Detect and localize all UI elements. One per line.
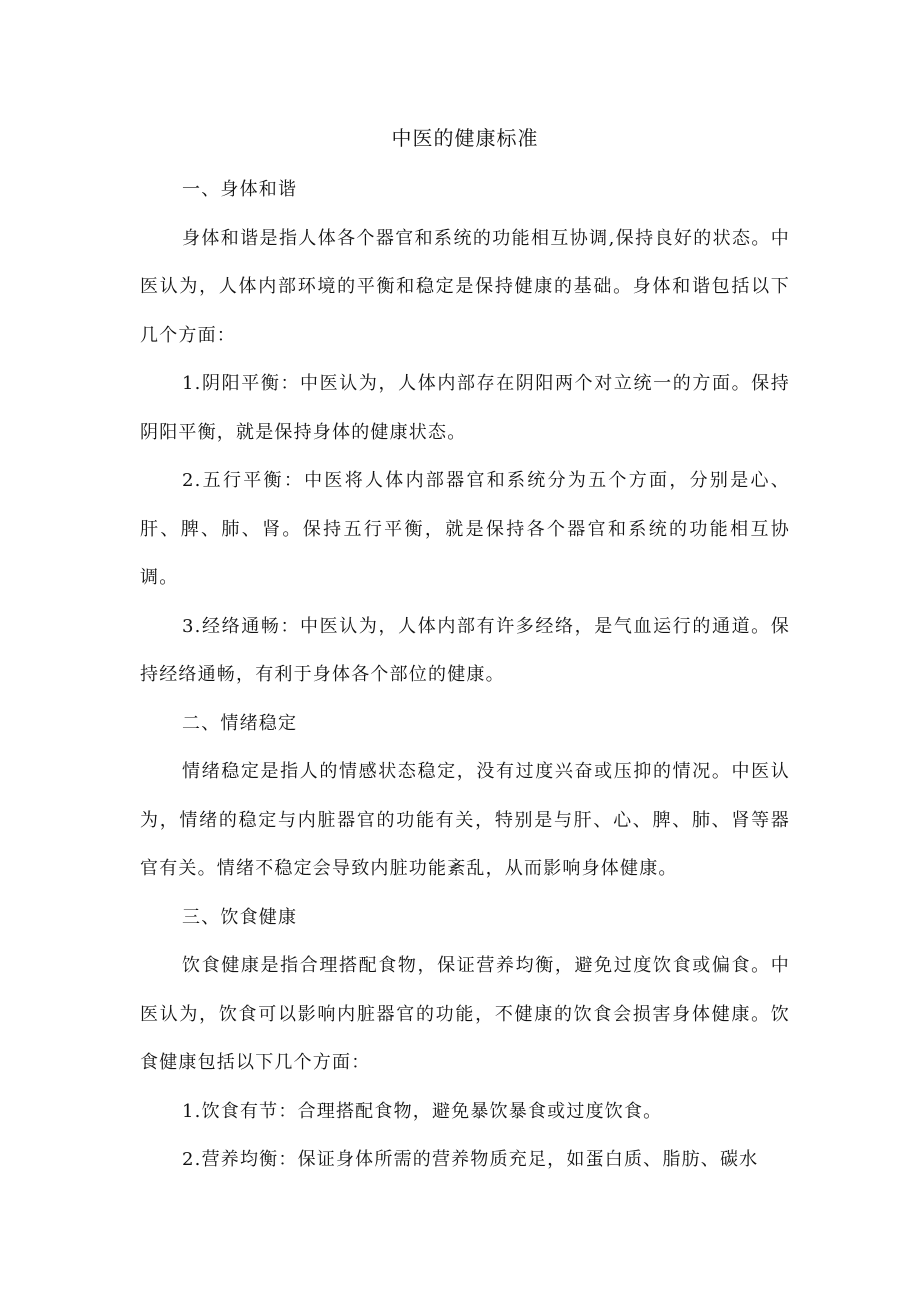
paragraph: 情绪稳定是指人的情感状态稳定，没有过度兴奋或压抑的情况。中医认为，情绪的稳定与内脏器官的功能有关，特别是与肝、心、脾、肺、肾等器官有关。情绪不稳定会导致内脏功能紊乱，从而影响身体健康。 bbox=[140, 761, 790, 879]
document-title: 中医的健康标准 bbox=[391, 126, 539, 150]
paragraph: 身体和谐是指人体各个器官和系统的功能相互协调,保持良好的状态。中医认为，人体内部环境的平衡和稳定是保持健康的基础。身体和谐包括以下几个方面： bbox=[140, 227, 790, 346]
section-heading: 一、身体和谐 bbox=[182, 179, 298, 200]
paragraph: 1.饮食有节：合理搭配食物，避免暴饮暴食或过度饮食。 bbox=[182, 1100, 663, 1122]
paragraph: 2.营养均衡：保证身体所需的营养物质充足，如蛋白质、脂肪、碳水 bbox=[182, 1149, 759, 1170]
document-page bbox=[140, 118, 790, 1185]
paragraph: 饮食健康是指合理搭配食物，保证营养均衡，避免过度饮食或偏食。中医认为，饮食可以影响内脏器官的功能，不健康的饮食会损害身体健康。饮食健康包括以下几个方面： bbox=[140, 955, 790, 1073]
paragraph: 2.五行平衡：中医将人体内部器官和系统分为五个方面，分别是心、肝、脾、肺、肾。保持五行平衡，就是保持各个器官和系统的功能相互协调。 bbox=[140, 470, 790, 588]
section-heading: 二、情绪稳定 bbox=[182, 712, 298, 734]
paragraph: 1.阴阳平衡：中医认为，人体内部存在阴阳两个对立统一的方面。保持阴阳平衡，就是保持身体的健康状态。 bbox=[140, 373, 790, 443]
paragraph: 3.经络通畅：中医认为，人体内部有许多经络，是气血运行的通道。保持经络通畅，有利于身体各个部位的健康。 bbox=[140, 615, 790, 685]
section-heading: 三、饮食健康 bbox=[182, 906, 298, 928]
